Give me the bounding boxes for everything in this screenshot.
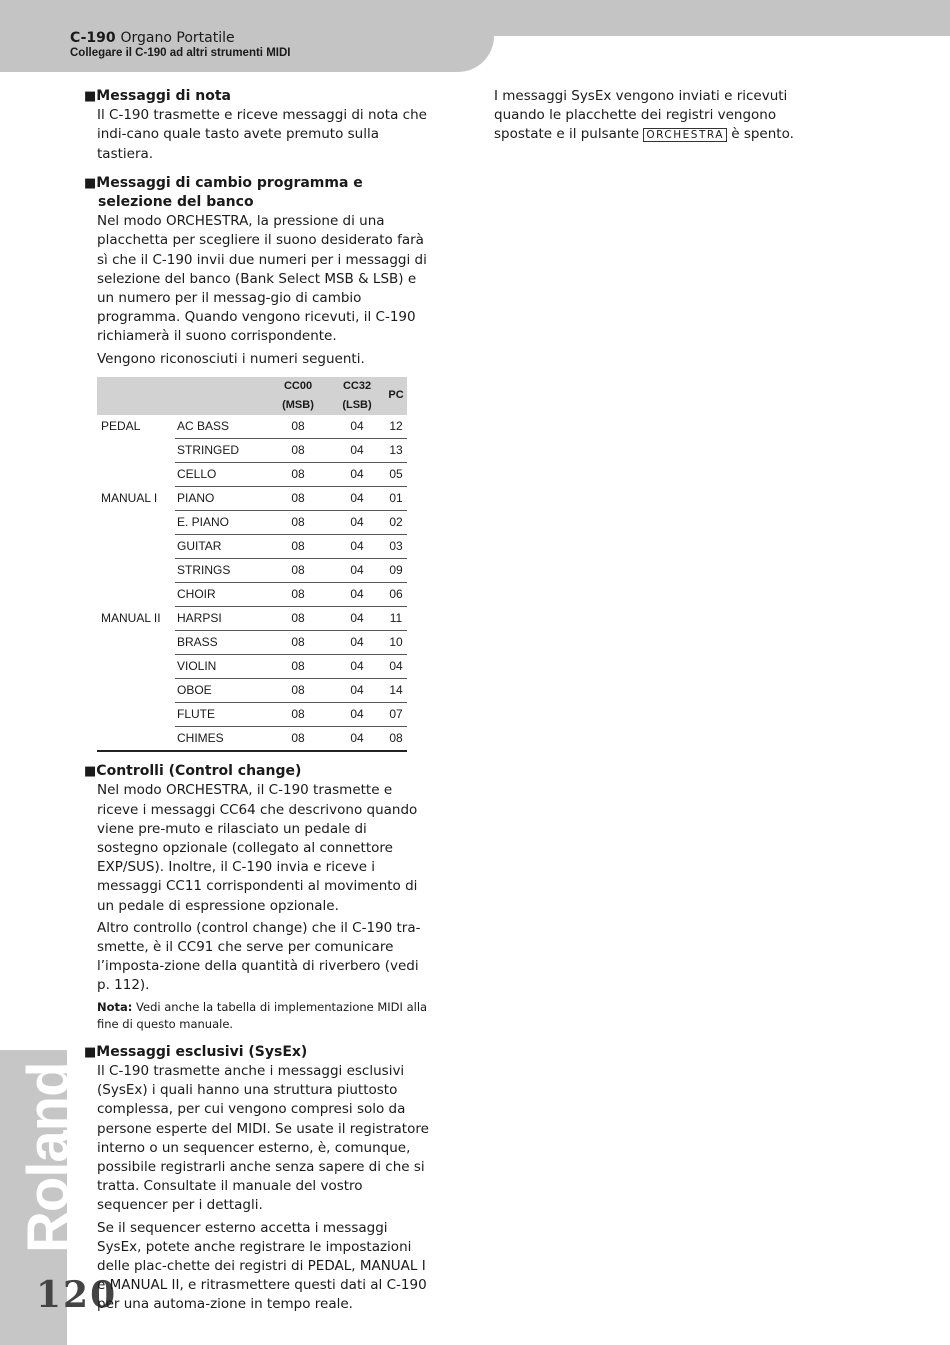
msb-cell: 08 <box>267 631 329 655</box>
pc-cell: 02 <box>385 511 407 535</box>
table-row <box>97 415 407 439</box>
row-group-cell <box>97 631 175 655</box>
table-header-cell: CC32 (LSB) <box>329 377 385 415</box>
instrument-cell: AC BASS <box>175 415 267 439</box>
instrument-cell: STRINGS <box>175 559 267 583</box>
paragraph: Se il sequencer esterno accetta i messaggi SysEx, potete anche registrare le impostazioni delle plac-chette dei registri di PEDAL, MANUAL I e MANUAL II, e ritrasmettere questi dati al C-190 per una automa-zione in tempo reale. <box>97 1219 427 1313</box>
instrument-cell: HARPSI <box>175 607 267 631</box>
instrument-cell: CELLO <box>175 463 267 487</box>
note <box>97 999 429 1033</box>
square-bullet-icon: ■ <box>84 89 97 104</box>
table-row <box>97 655 407 679</box>
program-change-table <box>97 377 407 752</box>
table-body <box>97 415 407 751</box>
msb-cell: 08 <box>267 703 329 727</box>
instrument-cell: OBOE <box>175 679 267 703</box>
note-label: Nota: <box>97 999 133 1014</box>
msb-cell: 08 <box>267 511 329 535</box>
row-group-cell <box>97 655 175 679</box>
table-row <box>97 559 407 583</box>
pc-cell: 07 <box>385 703 407 727</box>
left-column <box>84 87 429 1325</box>
table-header-cell: CC00 (MSB) <box>267 377 329 415</box>
lsb-cell: 04 <box>329 463 385 487</box>
header-title <box>70 30 235 46</box>
instrument-cell: GUITAR <box>175 535 267 559</box>
table-row <box>97 583 407 607</box>
table-row <box>97 679 407 703</box>
section-note-messages <box>84 87 429 164</box>
msb-cell: 08 <box>267 559 329 583</box>
instrument-cell: PIANO <box>175 487 267 511</box>
lsb-cell: 04 <box>329 607 385 631</box>
msb-cell: 08 <box>267 535 329 559</box>
row-group-cell <box>97 463 175 487</box>
table-row <box>97 535 407 559</box>
table-row <box>97 607 407 631</box>
square-bullet-icon: ■ <box>84 175 97 191</box>
row-group-cell: MANUAL I <box>101 491 158 506</box>
orchestra-button-label: ORCHESTRA <box>643 128 727 142</box>
table-header-cell <box>175 377 267 415</box>
pc-cell: 01 <box>385 487 407 511</box>
table-row <box>97 463 407 487</box>
row-group-cell <box>97 511 175 535</box>
page-number: 120 <box>36 1274 118 1316</box>
instrument-cell: CHOIR <box>175 583 267 607</box>
section-heading: ■Messaggi di cambio programma e selezione del banco <box>84 174 363 211</box>
msb-cell: 08 <box>267 727 329 752</box>
paragraph: Nel modo ORCHESTRA, il C-190 trasmette e riceve i messaggi CC64 che descrivono quando viene pre-muto e rilasciato un pedale di sostegno opzionale (collegato al connettore EXP/SUS). Inoltre, il C-190 invia e riceve i messaggi CC11 corrispondenti al movimento di un pedale di espressione opzionale. <box>97 782 418 914</box>
msb-cell: 08 <box>267 487 329 511</box>
pc-cell: 08 <box>385 727 407 752</box>
header-model: C-190 <box>70 30 116 46</box>
msb-cell: 08 <box>267 655 329 679</box>
lsb-cell: 04 <box>329 439 385 463</box>
right-column <box>494 87 834 145</box>
paragraph: Vengono riconosciuti i numeri seguenti. <box>97 350 365 367</box>
instrument-cell: STRINGED <box>175 439 267 463</box>
pc-cell: 09 <box>385 559 407 583</box>
header-chapter: Collegare il C-190 ad altri strumenti MIDI <box>70 47 291 59</box>
row-group-cell: PEDAL <box>101 419 141 434</box>
square-bullet-icon: ■ <box>84 764 97 780</box>
pc-cell: 03 <box>385 535 407 559</box>
lsb-cell: 04 <box>329 655 385 679</box>
row-group-cell <box>97 727 175 752</box>
section-sysex <box>84 1043 429 1315</box>
square-bullet-icon: ■ <box>84 1044 97 1060</box>
paragraph: Il C-190 trasmette e riceve messaggi di nota che indi-cano quale tasto avete premuto sulla tastiera. <box>97 107 427 162</box>
msb-cell: 08 <box>267 679 329 703</box>
table-row <box>97 439 407 463</box>
pc-cell: 10 <box>385 631 407 655</box>
header-product: Organo Portatile <box>120 30 235 46</box>
section-heading: ■Controlli (Control change) <box>84 763 302 780</box>
lsb-cell: 04 <box>329 727 385 752</box>
section-heading: ■Messaggi esclusivi (SysEx) <box>84 1043 308 1060</box>
lsb-cell: 04 <box>329 703 385 727</box>
msb-cell: 08 <box>267 463 329 487</box>
table-row <box>97 487 407 511</box>
row-group-cell <box>97 583 175 607</box>
table-row <box>97 727 407 752</box>
msb-cell: 08 <box>267 439 329 463</box>
row-group-cell <box>97 679 175 703</box>
page-header <box>0 0 950 72</box>
row-group-cell <box>97 559 175 583</box>
instrument-cell: VIOLIN <box>175 655 267 679</box>
instrument-cell: FLUTE <box>175 703 267 727</box>
lsb-cell: 04 <box>329 583 385 607</box>
lsb-cell: 04 <box>329 679 385 703</box>
paragraph: Nel modo ORCHESTRA, la pressione di una placchetta per scegliere il suono desiderato farà sì che il C-190 invii due numeri per i messaggi di selezione del banco (Bank Select MSB & LSB) e un numero per il messag-gio di cambio programma. Quando vengono ricevuti, il C-190 richiamerà il suono corrispondente. <box>97 213 427 345</box>
section-control-change <box>84 762 429 1032</box>
msb-cell: 08 <box>267 583 329 607</box>
pc-cell: 12 <box>385 415 407 439</box>
msb-cell: 08 <box>267 607 329 631</box>
paragraph-text: è spento. <box>731 126 794 143</box>
lsb-cell: 04 <box>329 415 385 439</box>
instrument-cell: E. PIANO <box>175 511 267 535</box>
pc-cell: 14 <box>385 679 407 703</box>
table-header-cell <box>97 377 175 415</box>
pc-cell: 04 <box>385 655 407 679</box>
paragraph <box>494 87 834 145</box>
paragraph: Il C-190 trasmette anche i messaggi esclusivi (SysEx) i quali hanno una struttura piuttosto complessa, per cui vengono compresi solo da persone esperte del MIDI. Se usate il registratore interno o un sequencer esterno, è, comunque, possibile registrarli anche senza sapere di che si tratta. Consultate il manuale del vostro sequencer per i dettagli. <box>97 1062 429 1214</box>
pc-cell: 13 <box>385 439 407 463</box>
msb-cell: 08 <box>267 415 329 439</box>
lsb-cell: 04 <box>329 535 385 559</box>
row-group-cell <box>97 535 175 559</box>
table-header-cell: PC <box>385 377 407 415</box>
brand-logo: Roland <box>16 1062 81 1253</box>
row-group-cell: MANUAL II <box>101 611 161 626</box>
lsb-cell: 04 <box>329 559 385 583</box>
note-text: Vedi anche la tabella di implementazione MIDI alla fine di questo manuale. <box>97 999 428 1031</box>
lsb-cell: 04 <box>329 511 385 535</box>
paragraph: Altro controllo (control change) che il C-190 tra-smette, è il CC91 che serve per comunicare l’imposta-zione della quantità di riverbero (vedi p. 112). <box>97 919 421 994</box>
table-row <box>97 703 407 727</box>
lsb-cell: 04 <box>329 487 385 511</box>
table-row <box>97 511 407 535</box>
instrument-cell: BRASS <box>175 631 267 655</box>
pc-cell: 05 <box>385 463 407 487</box>
pc-cell: 06 <box>385 583 407 607</box>
table-header-row <box>97 377 407 415</box>
section-program-change <box>84 174 429 752</box>
pc-cell: 11 <box>385 607 407 631</box>
instrument-cell: CHIMES <box>175 727 267 752</box>
row-group-cell <box>97 703 175 727</box>
table-row <box>97 631 407 655</box>
lsb-cell: 04 <box>329 631 385 655</box>
row-group-cell <box>97 439 175 463</box>
section-heading: ■Messaggi di nota <box>84 88 231 104</box>
paragraph-text: I messaggi SysEx vengono inviati e ricevuti quando le placchette dei registri vengono spostate e il pulsante <box>494 88 788 143</box>
